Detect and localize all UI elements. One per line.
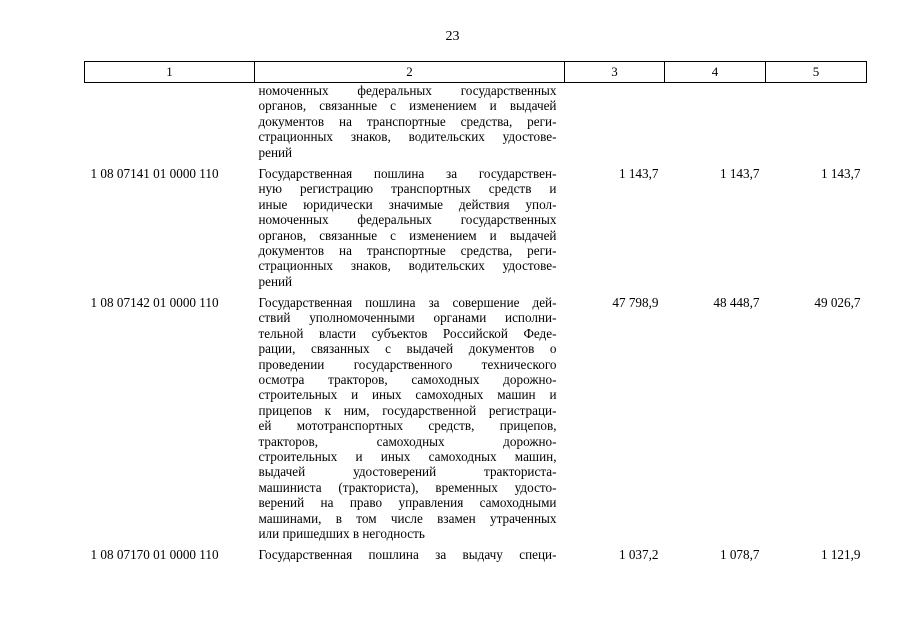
description-line: ствий уполномоченными органами исполни- [258, 310, 557, 326]
description-line: документов на транспортные средства, реги- [258, 242, 557, 258]
description-line: строительных и иных самоходных машин, [258, 448, 557, 464]
value-col4: 1 078,7 [719, 547, 760, 563]
column-header-2: 2 [255, 62, 565, 83]
table-row [85, 289, 867, 541]
description-line: страционных знаков, водительских удостове- [258, 258, 557, 274]
page-number: 23 [445, 29, 460, 44]
column-header-4: 4 [665, 62, 766, 83]
code-cell [85, 83, 255, 160]
column-header-1: 1 [85, 62, 255, 83]
column-header-5: 5 [766, 62, 867, 83]
code-cell: 1 08 07170 01 0000 110 [90, 547, 219, 563]
description-line: проведении государственного технического [258, 356, 557, 372]
description-line: строительных и иных самоходных машин и [258, 387, 557, 403]
description-line: документов на транспортные средства, реги- [258, 113, 557, 129]
description-line: машиниста (тракториста), временных удосто- [258, 479, 557, 495]
description-line: тракторов, самоходных дорожно- [258, 433, 557, 449]
value-col3: 1 037,2 [618, 547, 659, 563]
table-row [85, 541, 867, 562]
description-line: или пришедших в негодность [258, 525, 425, 541]
description-line: тельной власти субъектов Российской Феде- [258, 325, 557, 341]
description-cell [255, 160, 565, 289]
description-line: Государственная пошлина за государствен- [258, 165, 557, 181]
value-col3: 1 143,7 [618, 165, 659, 181]
description-cell [255, 83, 565, 160]
table-row-continuation [85, 83, 867, 160]
table-row [85, 160, 867, 289]
description-line: рации, связанных с выдачей документов о [258, 341, 557, 357]
description-line: Государственная пошлина за совершение дей- [258, 295, 557, 311]
value-col5: 1 121,9 [820, 547, 861, 563]
description-line: выдачей удостоверений тракториста- [258, 464, 557, 480]
column-header-3: 3 [565, 62, 665, 83]
description-line: рений [258, 273, 293, 289]
description-line: органов, связанные с изменением и выдачей [258, 98, 557, 114]
description-line: осмотра тракторов, самоходных дорожно- [258, 372, 557, 388]
description-line: ную регистрацию транспортных средств и [258, 181, 557, 197]
value-col3: 47 798,9 [612, 295, 659, 311]
value-col4: 1 143,7 [719, 165, 760, 181]
value-col4: 48 448,7 [713, 295, 760, 311]
description-line: Государственная пошлина за выдачу специ- [258, 547, 557, 563]
description-line: номоченных федеральных государственных [258, 212, 557, 228]
code-cell: 1 08 07142 01 0000 110 [90, 295, 219, 311]
description-line: верений на право управления самоходными [258, 495, 557, 511]
code-cell: 1 08 07141 01 0000 110 [90, 165, 219, 181]
description-cell [255, 289, 565, 541]
value-col5: 49 026,7 [814, 295, 861, 311]
description-line: машинами, в том числе взамен утраченных [258, 510, 557, 526]
description-line: прицепов к ним, государственной регистраци- [258, 402, 557, 418]
description-cell [255, 541, 565, 562]
description-line: органов, связанные с изменением и выдачей [258, 227, 557, 243]
description-line: иные юридически значимые действия упол- [258, 196, 557, 212]
budget-revenue-table [84, 61, 867, 563]
description-line: страционных знаков, водительских удостове- [258, 129, 557, 145]
value-col5: 1 143,7 [820, 165, 861, 181]
table-header [85, 62, 867, 83]
description-line: ей мототранспортных средств, прицепов, [258, 418, 557, 434]
description-line: рений [258, 144, 293, 160]
description-line: номоченных федеральных государственных [258, 83, 557, 98]
